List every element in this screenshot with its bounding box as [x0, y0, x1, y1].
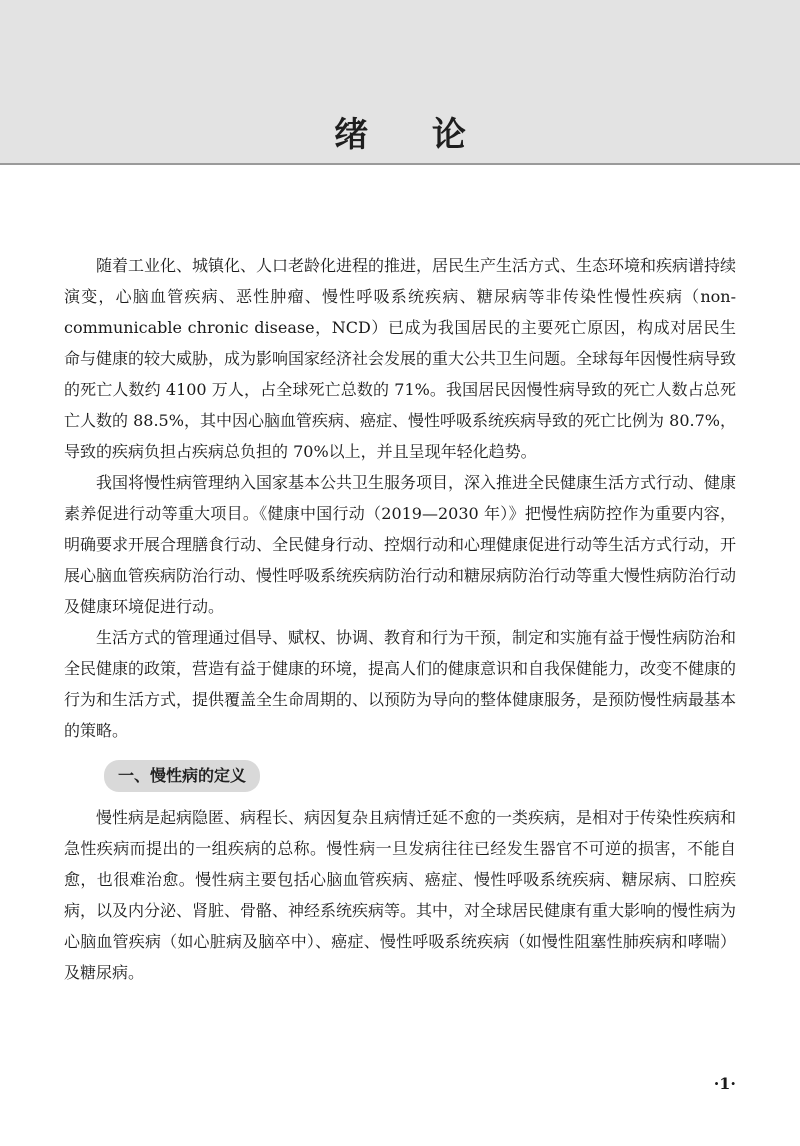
section-heading: 一、慢性病的定义: [104, 760, 260, 792]
intro-paragraph-2: 我国将慢性病管理纳入国家基本公共卫生服务项目，深入推进全民健康生活方式行动、健康素养促进行动等重大项目。《健康中国行动（2019—2030 年）》把慢性病防控作为重要内容，明确要求开展合理膳食行动、全民健身行动、控烟行动和心理健康促进行动等生活方式行动，开展心脑血管疾病防治行动、慢性呼吸系统疾病防治行动和糖尿病防治行动等重大慢性病防治行动及健康环境促进行动。: [64, 473, 737, 616]
intro-paragraph-3: 生活方式的管理通过倡导、赋权、协调、教育和行为干预，制定和实施有益于慢性病防治和全民健康的政策，营造有益于健康的环境，提高人们的健康意识和自我保健能力，改变不健康的行为和生活方式，提供覆盖全生命周期的、以预防为导向的整体健康服务，是预防慢性病最基本的策略。: [64, 628, 737, 740]
section-paragraph: 慢性病是起病隐匿、病程长、病因复杂且病情迁延不愈的一类疾病，是相对于传染性疾病和急性疾病而提出的一组疾病的总称。慢性病一旦发病往往已经发生器官不可逆的损害，不能自愈，也很难治愈。慢性病主要包括心脑血管疾病、癌症、慢性呼吸系统疾病、糖尿病、口腔疾病，以及内分泌、肾脏、骨骼、神经系统疾病等。其中，对全球居民健康有重大影响的慢性病为心脑血管疾病（如心脏病及脑卒中）、癌症、慢性呼吸系统疾病（如慢性阻塞性肺疾病和哮喘）及糖尿病。: [64, 808, 737, 982]
intro-paragraph-1: 随着工业化、城镇化、人口老龄化进程的推进，居民生产生活方式、生态环境和疾病谱持续演变，心脑血管疾病、恶性肿瘤、慢性呼吸系统疾病、糖尿病等非传染性慢性疾病（non-communicable chronic disease，NCD）已成为我国居民的主要死亡原因，构成对居民生命与健康的较大威胁，成为影响国家经济社会发展的重大公共卫生问题。全球每年因慢性病导致的死亡人数约 4100 万人，占全球死亡总数的 71%。我国居民因慢性病导致的死亡人数占总死亡人数的 88.5%，其中因心脑血管疾病、癌症、慢性呼吸系统疾病导致的死亡比例为 80.7%，导致的疾病负担占疾病总负担的 70%以上，并且呈现年轻化趋势。: [64, 256, 737, 461]
main-content: [64, 250, 736, 988]
page-number: ·1·: [713, 1074, 736, 1093]
chapter-title: 绪 论: [334, 115, 492, 155]
